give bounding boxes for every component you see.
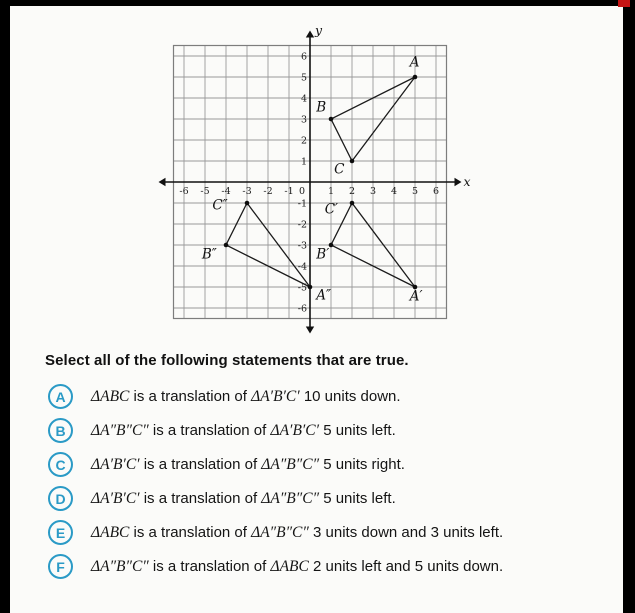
option-text-f: [91, 558, 503, 576]
question-instruction: Select all of the following statements that are true.: [45, 352, 409, 369]
triangle-name: ΔABC: [270, 557, 309, 575]
svg-text:1: 1: [300, 156, 307, 168]
svg-text:y: y: [315, 22, 323, 38]
svg-text:0: 0: [298, 186, 305, 197]
option-badge-f[interactable]: F: [48, 554, 73, 579]
option-badge-d[interactable]: D: [48, 486, 73, 511]
svg-text:5: 5: [411, 186, 419, 197]
red-corner-mark: [618, 0, 630, 7]
svg-text:-5: -5: [297, 282, 307, 294]
option-phrase: is a translation of: [129, 387, 252, 405]
svg-text:A: A: [409, 54, 420, 71]
option-text-e: [91, 524, 503, 542]
triangle-name: ΔA″B″C″: [261, 455, 320, 473]
option-phrase: is a translation of: [148, 421, 271, 439]
svg-text:-1: -1: [284, 186, 294, 197]
option-row-f[interactable]: [48, 554, 503, 579]
svg-text:-4: -4: [297, 261, 307, 273]
svg-text:-1: -1: [297, 198, 307, 210]
coordinate-grid-svg: [156, 22, 471, 336]
svg-text:2: 2: [348, 186, 356, 197]
svg-text:2: 2: [300, 135, 307, 147]
option-phrase: is a translation of: [129, 523, 252, 541]
triangle-name: ΔABC: [91, 387, 130, 405]
option-row-c[interactable]: [48, 452, 503, 477]
triangle-name: ΔABC: [91, 523, 130, 541]
option-phrase: 2 units left and 5 units down.: [308, 557, 504, 575]
svg-text:C: C: [334, 161, 345, 178]
coordinate-grid: [156, 22, 471, 336]
triangle-name: ΔA′B′C′: [91, 455, 140, 473]
triangle-name: ΔA″B″C″: [261, 489, 320, 507]
question-page: [10, 6, 623, 613]
svg-text:6: 6: [432, 186, 440, 197]
svg-text:6: 6: [300, 51, 307, 63]
option-phrase: 5 units left.: [319, 489, 396, 507]
option-phrase: 5 units right.: [319, 455, 405, 473]
svg-text:A″: A″: [316, 287, 332, 304]
svg-text:C′: C′: [324, 201, 339, 218]
svg-text:B″: B″: [201, 246, 217, 263]
option-row-d[interactable]: [48, 486, 503, 511]
svg-text:5: 5: [300, 72, 307, 84]
svg-text:-3: -3: [242, 186, 252, 197]
svg-text:C″: C″: [212, 197, 228, 214]
svg-text:A′: A′: [409, 288, 423, 305]
answer-options: [48, 384, 503, 579]
option-row-e[interactable]: [48, 520, 503, 545]
svg-text:3: 3: [300, 114, 307, 126]
svg-text:3: 3: [369, 186, 377, 197]
svg-text:1: 1: [327, 186, 335, 197]
triangle-name: ΔA′B′C′: [91, 489, 140, 507]
option-text-a: [91, 388, 401, 406]
svg-text:-4: -4: [221, 186, 231, 197]
svg-text:4: 4: [300, 93, 307, 105]
svg-text:-2: -2: [297, 219, 307, 231]
svg-text:-5: -5: [200, 186, 210, 197]
triangle-name: ΔA″B″C″: [251, 523, 309, 541]
svg-text:-6: -6: [297, 303, 307, 315]
svg-text:-2: -2: [263, 186, 273, 197]
option-badge-b[interactable]: B: [48, 418, 73, 443]
triangle-name: ΔA″B″C″: [91, 421, 149, 439]
option-phrase: 3 units down and 3 units left.: [308, 523, 504, 541]
option-row-a[interactable]: [48, 384, 503, 409]
svg-text:-6: -6: [179, 186, 189, 197]
triangle-name: ΔA′B′C′: [270, 421, 320, 439]
svg-text:x: x: [463, 174, 471, 189]
option-phrase: is a translation of: [139, 489, 262, 507]
option-badge-a[interactable]: A: [48, 384, 73, 409]
option-phrase: 5 units left.: [319, 421, 396, 439]
option-phrase: is a translation of: [148, 557, 271, 575]
option-text-b: [91, 422, 396, 440]
option-row-b[interactable]: [48, 418, 503, 443]
svg-text:B′: B′: [316, 246, 330, 263]
triangle-name: ΔA″B″C″: [91, 557, 149, 575]
svg-text:4: 4: [390, 186, 398, 197]
option-badge-c[interactable]: C: [48, 452, 73, 477]
option-phrase: is a translation of: [139, 455, 262, 473]
svg-text:B: B: [316, 99, 327, 116]
option-text-c: [91, 456, 405, 474]
option-phrase: 10 units down.: [299, 387, 401, 405]
option-badge-e[interactable]: E: [48, 520, 73, 545]
svg-text:-3: -3: [297, 240, 307, 252]
option-text-d: [91, 490, 396, 508]
triangle-name: ΔA′B′C′: [251, 387, 300, 405]
